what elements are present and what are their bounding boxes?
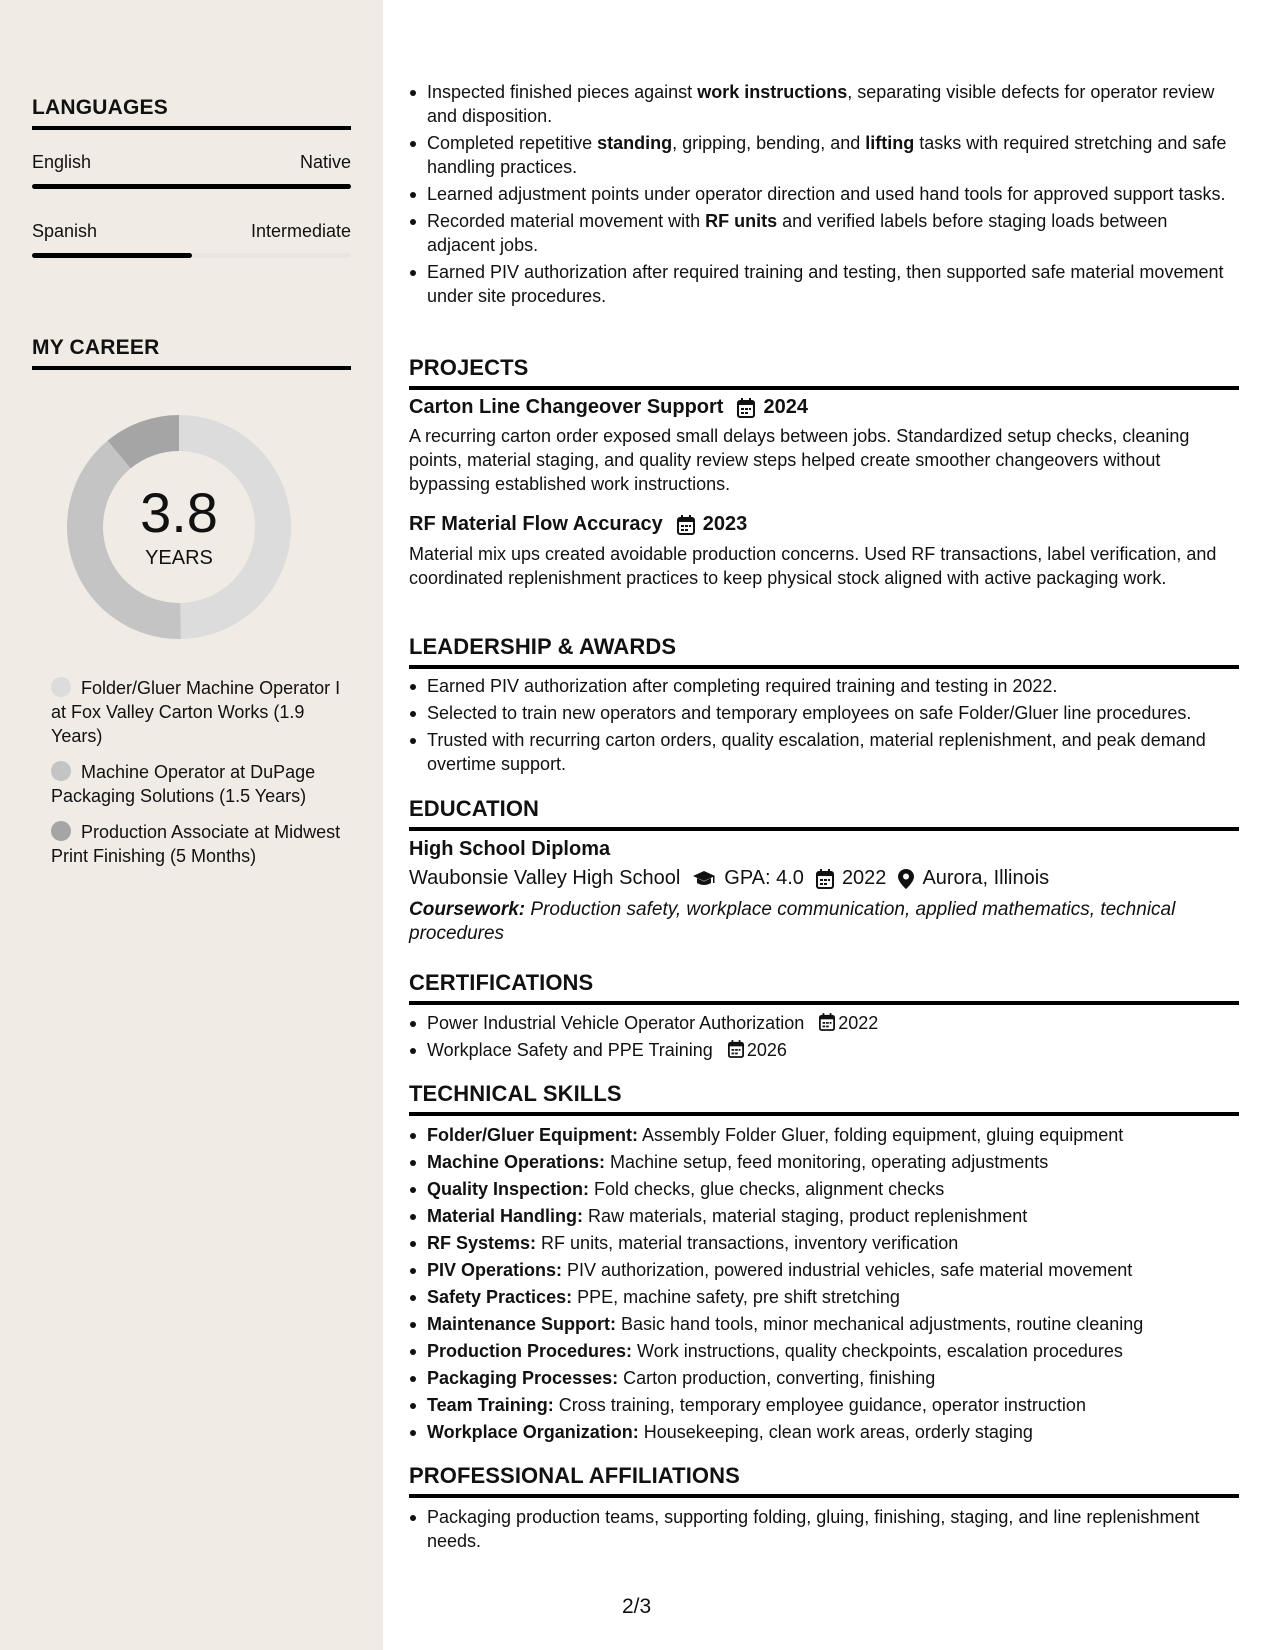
leadership-list bbox=[409, 674, 1234, 776]
project-year: 2024 bbox=[763, 396, 808, 418]
skill-item: Machine Operations: Machine setup, feed monitoring, operating adjustments bbox=[409, 1150, 1234, 1174]
experience-bullet: Inspected finished pieces against work instructions, separating visible defects for operator review and disposition. bbox=[409, 80, 1229, 128]
main-content bbox=[409, 0, 1239, 1650]
affiliations-list bbox=[409, 1505, 1239, 1553]
project-description: Material mix ups created avoidable production concerns. Used RF transactions, label verification, and coordinated replenishment practices to keep physical stock aligned with active packaging work. bbox=[409, 544, 1217, 588]
language-level: Native bbox=[299, 152, 351, 172]
education-heading: EDUCATION bbox=[409, 796, 1239, 831]
affiliations-heading: PROFESSIONAL AFFILIATIONS bbox=[409, 1463, 1239, 1498]
skill-item: Packaging Processes: Carton production, converting, finishing bbox=[409, 1366, 1234, 1390]
coursework-text: Production safety, workplace communication, applied mathematics, technical procedures bbox=[409, 899, 1176, 944]
experience-bullet: Completed repetitive standing, gripping, bending, and lifting tasks with required stretching and safe handling practices. bbox=[409, 131, 1229, 179]
affiliation-item: Packaging production teams, supporting folding, gluing, finishing, staging, and line replenishment needs. bbox=[409, 1505, 1239, 1553]
career-donut bbox=[67, 415, 291, 639]
coursework-label: Coursework: bbox=[409, 899, 526, 920]
education-gpa: GPA: 4.0 bbox=[724, 867, 804, 889]
education-school: Waubonsie Valley High School bbox=[409, 867, 681, 889]
career-item bbox=[51, 760, 341, 808]
skill-item: Team Training: Cross training, temporary employee guidance, operator instruction bbox=[409, 1393, 1234, 1417]
project-name: RF Material Flow Accuracy bbox=[409, 513, 663, 535]
language-row-spanish bbox=[32, 221, 351, 242]
sidebar bbox=[0, 0, 383, 1650]
language-row-english bbox=[32, 152, 351, 173]
location-pin-icon bbox=[898, 869, 914, 889]
project-year: 2023 bbox=[702, 513, 748, 535]
projects-heading: PROJECTS bbox=[409, 355, 1239, 390]
language-name: English bbox=[32, 152, 92, 172]
skill-item: Material Handling: Raw materials, material staging, product replenishment bbox=[409, 1204, 1234, 1228]
project-title bbox=[409, 396, 808, 419]
career-item bbox=[51, 676, 341, 748]
career-heading: MY CAREER bbox=[32, 336, 351, 370]
career-item-label: Production Associate at Midwest Print Finishing (5 Months) bbox=[51, 822, 341, 866]
calendar-icon bbox=[677, 515, 695, 535]
education-details bbox=[409, 867, 1049, 890]
calendar-icon bbox=[816, 869, 834, 889]
leadership-item: Selected to train new operators and temporary employees on safe Folder/Gluer line procedures. bbox=[409, 701, 1234, 725]
leadership-item: Earned PIV authorization after completing required training and testing in 2022. bbox=[409, 674, 1234, 698]
skill-item: Production Procedures: Work instructions, quality checkpoints, escalation procedures bbox=[409, 1339, 1234, 1363]
certification-name: Workplace Safety and PPE Training bbox=[427, 1040, 713, 1060]
certifications-heading: CERTIFICATIONS bbox=[409, 970, 1239, 1005]
skill-item: Workplace Organization: Housekeeping, clean work areas, orderly staging bbox=[409, 1420, 1234, 1444]
language-bar-fill bbox=[32, 253, 192, 258]
language-name: Spanish bbox=[32, 221, 98, 241]
language-level: Intermediate bbox=[250, 221, 351, 241]
education-coursework bbox=[409, 898, 1229, 946]
page-number: 2/3 bbox=[622, 1595, 652, 1618]
certification-year: 2022 bbox=[838, 1013, 879, 1033]
experience-bullet: Recorded material movement with RF units and verified labels before staging loads between adjacent jobs. bbox=[409, 209, 1229, 257]
career-total-unit: YEARS bbox=[145, 546, 213, 569]
certification-name: Power Industrial Vehicle Operator Authorization bbox=[427, 1013, 805, 1033]
skill-item: Maintenance Support: Basic hand tools, minor mechanical adjustments, routine cleaning bbox=[409, 1312, 1234, 1336]
legend-dot-icon bbox=[51, 761, 71, 781]
skill-item: Safety Practices: PPE, machine safety, pre shift stretching bbox=[409, 1285, 1234, 1309]
education-degree: High School Diploma bbox=[409, 838, 611, 860]
certification-item bbox=[409, 1038, 1229, 1062]
legend-dot-icon bbox=[51, 677, 71, 697]
career-legend bbox=[51, 676, 341, 880]
calendar-icon bbox=[819, 1013, 835, 1031]
skill-item: PIV Operations: PIV authorization, powered industrial vehicles, safe material movement bbox=[409, 1258, 1234, 1282]
skill-item: Folder/Gluer Equipment: Assembly Folder Gluer, folding equipment, gluing equipment bbox=[409, 1123, 1234, 1147]
skills-list bbox=[409, 1123, 1234, 1447]
legend-dot-icon bbox=[51, 821, 71, 841]
career-total-value: 3.8 bbox=[140, 480, 218, 544]
graduation-cap-icon bbox=[692, 870, 716, 888]
career-item bbox=[51, 820, 341, 868]
leadership-item: Trusted with recurring carton orders, quality escalation, material replenishment, and peak demand overtime support. bbox=[409, 728, 1234, 776]
language-bar-spanish bbox=[32, 253, 351, 258]
language-bar-english bbox=[32, 184, 351, 189]
skill-item: RF Systems: RF units, material transactions, inventory verification bbox=[409, 1231, 1234, 1255]
project-name: Carton Line Changeover Support bbox=[409, 396, 724, 418]
education-location: Aurora, Illinois bbox=[922, 867, 1050, 889]
experience-bullet: Earned PIV authorization after required training and testing, then supported safe material movement under site procedures. bbox=[409, 260, 1229, 308]
education-year: 2022 bbox=[841, 867, 887, 889]
skill-item: Quality Inspection: Fold checks, glue checks, alignment checks bbox=[409, 1177, 1234, 1201]
skills-heading: TECHNICAL SKILLS bbox=[409, 1081, 1239, 1116]
project-title bbox=[409, 513, 747, 536]
languages-heading: LANGUAGES bbox=[32, 96, 351, 130]
career-item-label: Folder/Gluer Machine Operator I at Fox Valley Carton Works (1.9 Years) bbox=[51, 678, 341, 746]
calendar-icon bbox=[737, 398, 755, 418]
project-description: A recurring carton order exposed small delays between jobs. Standardized setup checks, cleaning points, material staging, and quality review steps helped create smoother changeovers without bypassing established work instructions. bbox=[409, 426, 1190, 494]
leadership-heading: LEADERSHIP & AWARDS bbox=[409, 634, 1239, 669]
calendar-icon bbox=[728, 1040, 744, 1058]
career-item-label: Machine Operator at DuPage Packaging Solutions (1.5 Years) bbox=[51, 762, 316, 806]
experience-bullets bbox=[409, 80, 1229, 308]
certification-item bbox=[409, 1011, 1229, 1035]
certifications-list bbox=[409, 1011, 1229, 1062]
language-bar-fill bbox=[32, 184, 351, 189]
experience-bullet: Learned adjustment points under operator direction and used hand tools for approved support tasks. bbox=[409, 182, 1229, 206]
certification-year: 2026 bbox=[746, 1040, 787, 1060]
